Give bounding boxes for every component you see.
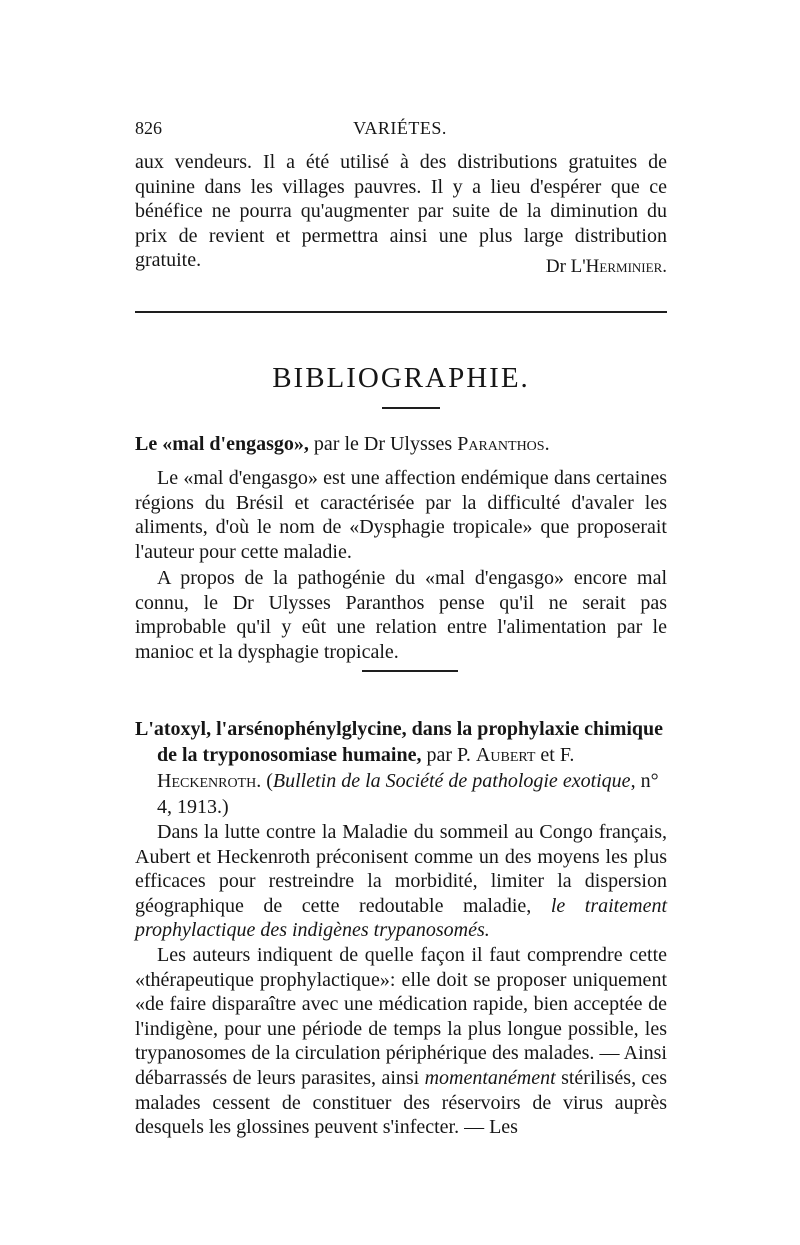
entry2-paragraph-2-text-a: Les auteurs indiquent de quelle façon il faut comprendre cette «thérapeutique prophylactique»: elle doit se proposer uniquement «de faire disparaître avec une médication rapide, bien acceptée de l'indigène, pour une période de temps la plus longue possible, les trypanosomes de la circulation périphérique des malades. — Ainsi débarrassés de leurs parasites, ainsi [135, 944, 667, 1089]
running-title: VARIÉTES. [353, 118, 447, 138]
entry2-journal: Bulletin de la Société de pathologie exotique [272, 770, 631, 792]
entry2-citation-rest: , n° 4, 1913.) [157, 770, 659, 818]
entry2-citation-open: ( [261, 770, 273, 792]
entry1-title-rest: par le Dr Ulysses [313, 433, 458, 455]
entry1-paragraph-2: A propos de la pathogénie du «mal d'engasgo» encore mal connu, le Dr Ulysses Paranthos pense qu'il ne serait pas improbable qu'il y eût une relation entre l'alimentation par le manioc et la dysphagie tropicale. [135, 567, 667, 663]
signature [135, 256, 667, 278]
running-head [135, 118, 665, 144]
entry2-paragraph-2-italic: momentanément [424, 1066, 556, 1089]
intro-paragraph: aux vendeurs. Il a été utilisé à des distributions gratuites de quinine dans les villages pauvres. Il y a lieu d'espérer que ce bénéfice ne pourra qu'augmenter par suite de la diminution du prix de revient et permettra ainsi une plus large distribution gratuite. [135, 151, 667, 272]
entry-separator [362, 670, 458, 672]
entry2-title-and: et F. [535, 744, 575, 766]
entry2-paragraph-2 [135, 943, 667, 1140]
entry2-author-1: Aubert [475, 744, 536, 766]
entry2-paragraph-2-text-c: stérilisés, ces malades cessent de constituer des réservoirs de virus auprès desquels les glossines peuvent s'infecter. — Les [135, 1066, 667, 1139]
section-heading: BIBLIOGRAPHIE. [272, 362, 530, 394]
entry2-paragraph-1-text: Dans la lutte contre la Maladie du sommeil au Congo français, Aubert et Heckenroth préconisent comme un des moyens les plus efficaces pour restreindre la morbidité, limiter la dispersion géographique de cette redoutable maladie, [135, 821, 667, 917]
entry2-title [135, 716, 667, 820]
entry1-paragraph-1: Le «mal d'engasgo» est une affection endémique dans certaines régions du Brésil et caractérisée par la difficulté d'avaler les aliments, d'où le nom de «Dysphagie tropicale» que proposerait l'auteur pour cette maladie. [135, 467, 667, 563]
signature-name: L'Herminier. [570, 256, 667, 277]
entry2-title-par: par P. [426, 744, 476, 766]
entry1-author: Paranthos. [457, 433, 550, 455]
entry2-author-2: Heckenroth. [157, 770, 262, 792]
section-divider [135, 311, 667, 313]
entry2-paragraph-1 [135, 820, 667, 943]
entry2-title-bold: L'atoxyl, l'arsénophénylglycine, dans la prophylaxie chimique de la tryponosomiase humaine, [135, 718, 664, 766]
entry1-title-bold: Le «mal d'engasgo», [135, 433, 314, 455]
entry2-paragraph-1-italic: le traitement prophylactique des indigènes trypanosomés. [135, 894, 667, 942]
signature-prefix: Dr [545, 256, 566, 277]
heading-rule [382, 407, 440, 409]
page-number: 826 [135, 118, 162, 138]
entry1-title [135, 431, 667, 457]
